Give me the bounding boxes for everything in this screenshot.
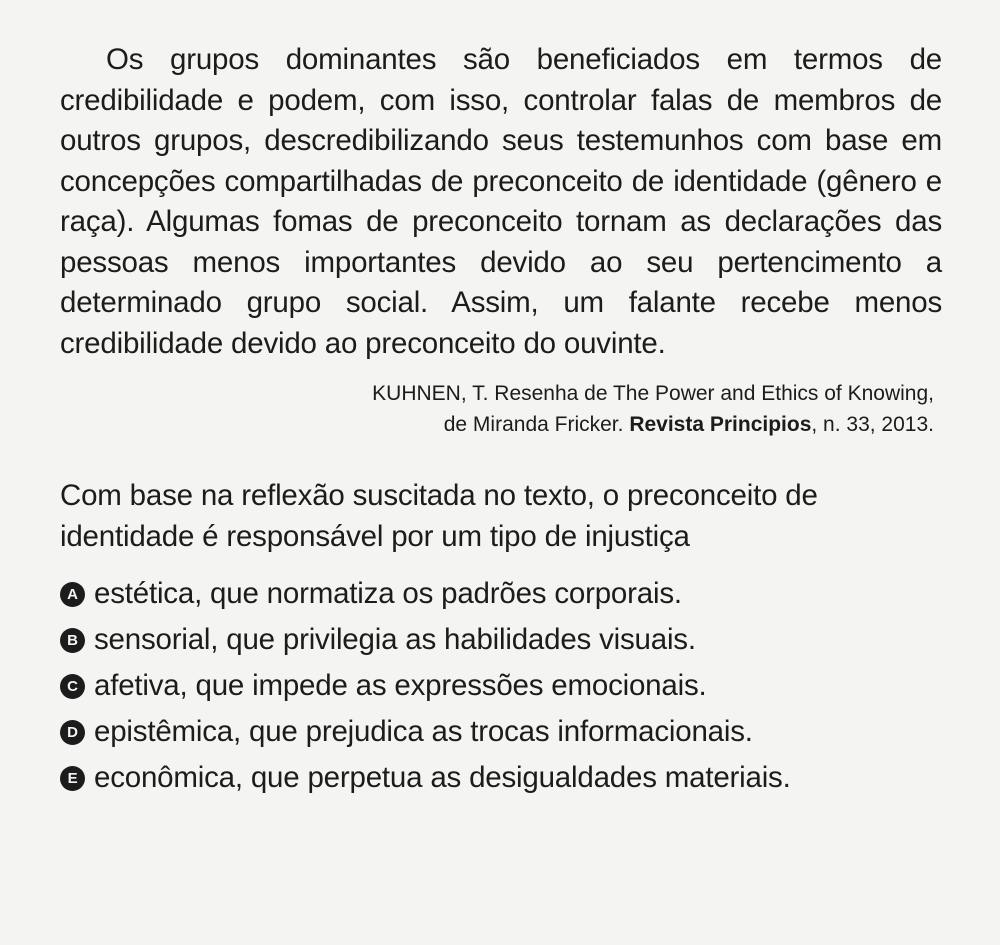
option-letter-badge: B <box>60 628 85 653</box>
citation-journal: Revista Principios <box>629 413 812 436</box>
option-letter-badge: A <box>60 582 85 607</box>
option-text: sensorial, que privilegia as habilidades visuais. <box>94 623 696 656</box>
option-letter-badge: C <box>60 674 85 699</box>
option-b[interactable] <box>60 617 942 663</box>
citation-author-work: de Miranda Fricker. <box>443 413 630 436</box>
citation-issue: , n. 33, 2013. <box>811 413 934 436</box>
citation <box>60 378 942 440</box>
question-stem: Com base na reflexão suscitada no texto, o preconceito de identidade é responsável por um tipo de injustiça <box>60 479 818 553</box>
option-text: estética, que normatiza os padrões corporais. <box>94 577 682 610</box>
citation-line-1: KUHNEN, T. Resenha de The Power and Ethics of Knowing, <box>372 382 934 405</box>
option-letter-badge: E <box>60 766 85 791</box>
option-d[interactable] <box>60 709 942 755</box>
answer-options <box>60 571 942 801</box>
option-text: afetiva, que impede as expressões emocionais. <box>94 669 707 702</box>
option-letter-badge: D <box>60 720 85 745</box>
passage-text: Os grupos dominantes são beneficiados em termos de credibilidade e podem, com isso, controlar falas de membros de outros grupos, descredibilizando seus testemunhos com base em concepções compartilhadas de preconceito de identidade (gênero e raça). Algumas fomas de preconceito tornam as declarações das pessoas menos importantes devido ao seu pertencimento a determinado grupo social. Assim, um falante recebe menos credibilidade devido ao preconceito do ouvinte. <box>60 43 942 360</box>
option-e[interactable] <box>60 755 942 801</box>
citation-line-2 <box>60 409 934 440</box>
option-text: epistêmica, que prejudica as trocas informacionais. <box>94 715 753 748</box>
option-c[interactable] <box>60 663 942 709</box>
option-text: econômica, que perpetua as desigualdades materiais. <box>94 761 791 794</box>
option-a[interactable] <box>60 571 942 617</box>
